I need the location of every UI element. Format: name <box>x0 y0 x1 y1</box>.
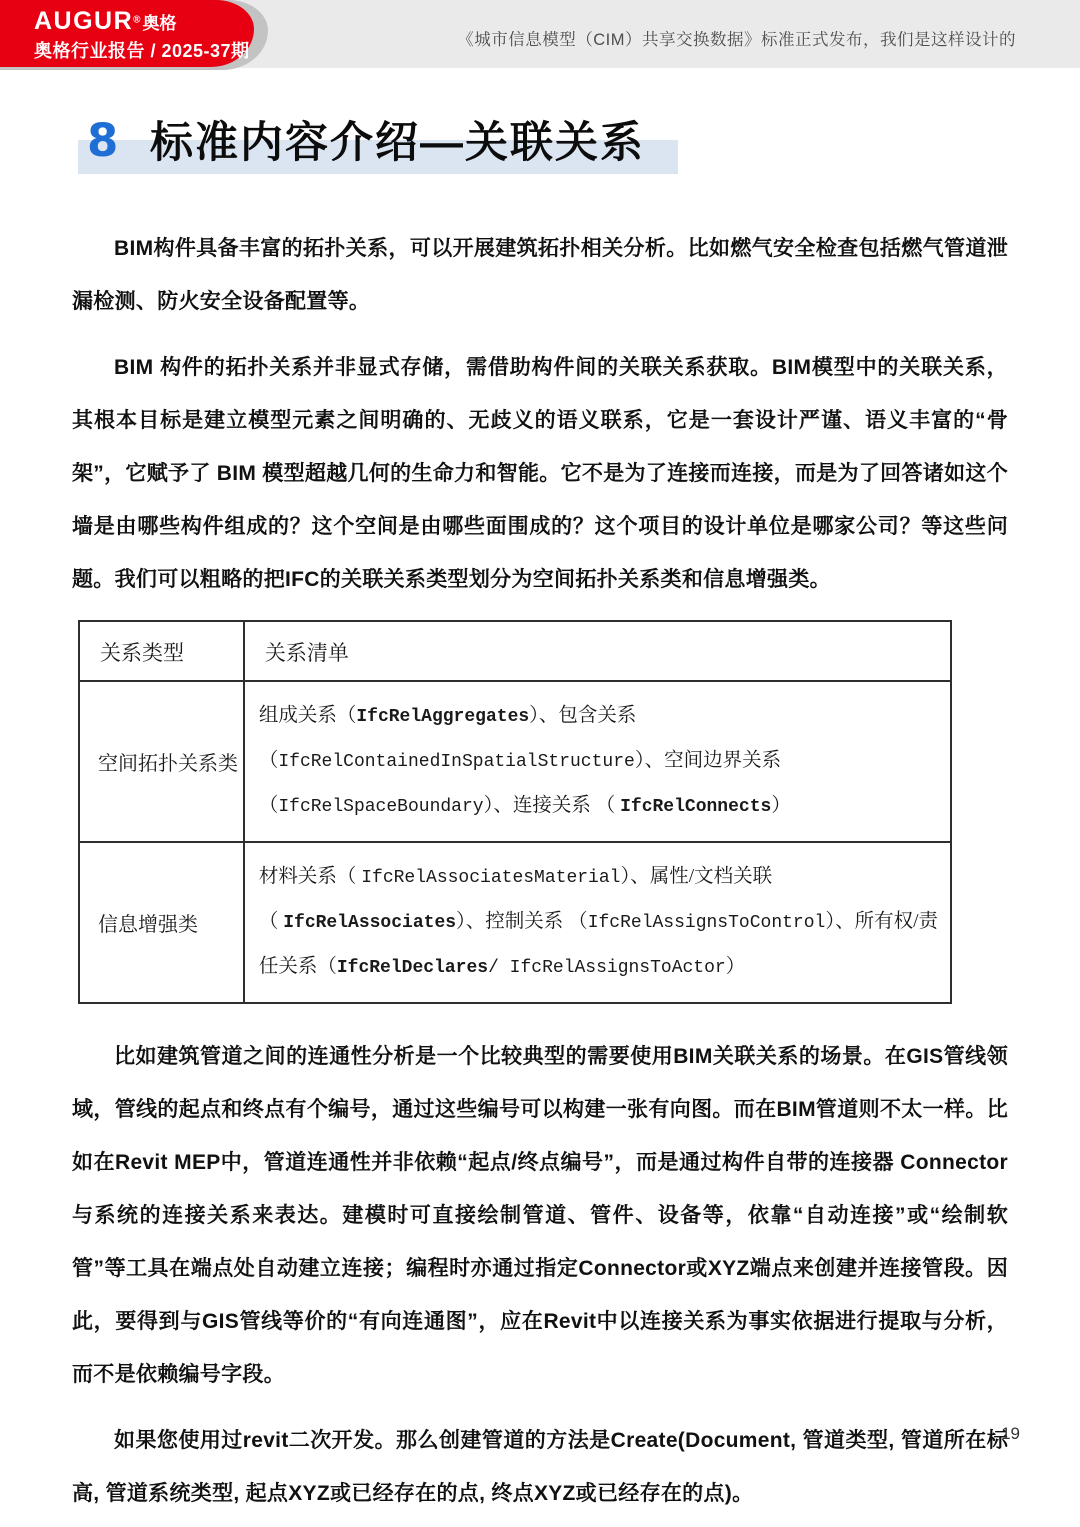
brand-logo-cn: 奥格 <box>142 14 177 33</box>
relation-list-line <box>259 784 938 829</box>
section-number: 8 <box>87 114 119 167</box>
brand-logo-text: AUGUR <box>34 7 134 35</box>
ifc-class-name: IfcRelAssociates <box>283 913 457 933</box>
brand-badge <box>0 0 254 67</box>
relations-table-head <box>79 621 951 681</box>
relation-list-line <box>259 855 938 900</box>
relation-type-cell: 信息增强类 <box>79 842 244 1003</box>
relation-label: ）、控制关系 （ <box>456 911 588 932</box>
relation-label: ）、所有权/责 <box>825 911 938 932</box>
paragraph: 比如建筑管道之间的连通性分析是一个比较典型的需要使用BIM关联关系的场景。在GIS管线领域，管线的起点和终点有个编号，通过这些编号可以构建一张有向图。而在BIM管道则不太一样。比如在Revit MEP中，管道连通性并非依赖“起点/终点编号”，而是通过构件自带的连接器 Connector与系统的连接关系来表达。建模时可直接绘制管道、管件、设备等，依靠“自动连接”或“绘制软管”等工具在端点处自动建立连接；编程时亦通过指定Connector或XYZ端点来创建并连接管段。因此，要得到与GIS管线等价的“有向连通图”，应在Revit中以连接关系为事实依据进行提取与分析，而不是依赖编号字段。 <box>72 1045 1008 1386</box>
relation-label: ）、连接关系 （ <box>483 795 621 816</box>
paragraph: BIM 构件的拓扑关系并非显式存储，需借助构件间的关联关系获取。BIM模型中的关联关系，其根本目标是建立模型元素之间明确的、无歧义的语义联系，它是一套设计严谨、语义丰富的“骨架”，它赋予了 BIM 模型超越几何的生命力和智能。它不是为了连接而连接，而是为了回答诸如这个墙是由哪些构件组成的？这个空间是由哪些面围成的？这个项目的设计单位是哪家公司？等这些问题。我们可以粗略的把IFC的关联关系类型划分为空间拓扑关系类和信息增强类。 <box>72 356 1008 591</box>
page-content <box>72 222 1008 1527</box>
column-header: 关系类型 <box>79 621 244 681</box>
relation-label: ） <box>725 956 746 977</box>
document-title: 《城市信息模型（CIM）共享交换数据》标准正式发布，我们是这样设计的 <box>457 31 1016 49</box>
relation-label: （ <box>258 911 284 932</box>
ifc-class-name: IfcRelSpaceBoundary <box>278 797 484 817</box>
relation-list-cell <box>244 842 951 1003</box>
ifc-class-name: IfcRelAssignsToControl <box>587 913 826 933</box>
page-number: 19 <box>1001 1424 1020 1443</box>
relation-label: ）、空间边界关系 <box>634 750 782 771</box>
relation-label: 任关系（ <box>258 956 337 977</box>
registered-trademark-mark: ® <box>133 14 141 26</box>
relation-label: （ <box>258 795 279 816</box>
table-row <box>79 681 951 842</box>
ifc-class-name: IfcRelContainedInSpatialStructure <box>278 752 635 772</box>
relation-list-line <box>259 900 938 945</box>
relation-label: ）、属性/文档关联 <box>620 866 773 887</box>
ifc-class-name: IfcRelConnects <box>620 797 772 817</box>
ifc-class-name: IfcRelDeclares <box>336 958 489 978</box>
ifc-class-name: IfcRelAssociatesMaterial <box>361 868 621 888</box>
relations-table <box>78 620 952 1004</box>
ifc-class-name: IfcRelAggregates <box>356 707 530 727</box>
relation-label: ） <box>771 795 791 816</box>
ifc-class-name: / IfcRelAssignsToActor <box>488 958 726 978</box>
relation-list-cell <box>244 681 951 842</box>
brand-logo <box>34 9 254 34</box>
relation-list-line <box>259 694 938 739</box>
relation-label: 材料关系（ <box>258 866 362 887</box>
paragraph: BIM构件具备丰富的拓扑关系，可以开展建筑拓扑相关分析。比如燃气安全检查包括燃气管道泄漏检测、防火安全设备配置等。 <box>72 237 1008 313</box>
relations-table-body <box>79 681 951 1003</box>
column-header: 关系清单 <box>244 621 951 681</box>
table-row <box>79 842 951 1003</box>
section-heading <box>78 112 798 188</box>
relation-label: （ <box>258 750 279 771</box>
paragraphs-top <box>72 222 1008 606</box>
page-header <box>0 0 1080 68</box>
paragraphs-bottom <box>72 1030 1008 1520</box>
relation-label: ）、包含关系 <box>529 705 637 726</box>
paragraph: 如果您使用过revit二次开发。那么创建管道的方法是Create(Document, 管道类型, 管道所在标高, 管道系统类型, 起点XYZ或已经存在的点, 终点XYZ或已经存在的点)。 <box>72 1429 1008 1505</box>
section-title: 标准内容介绍—关联关系 <box>150 119 645 167</box>
relation-label: 组成关系（ <box>258 705 357 726</box>
relation-list-line <box>259 739 938 784</box>
relation-list-line <box>259 945 938 990</box>
relation-type-cell: 空间拓扑关系类 <box>79 681 244 842</box>
brand-report-issue: 奥格行业报告 / 2025-37期 <box>34 41 250 61</box>
